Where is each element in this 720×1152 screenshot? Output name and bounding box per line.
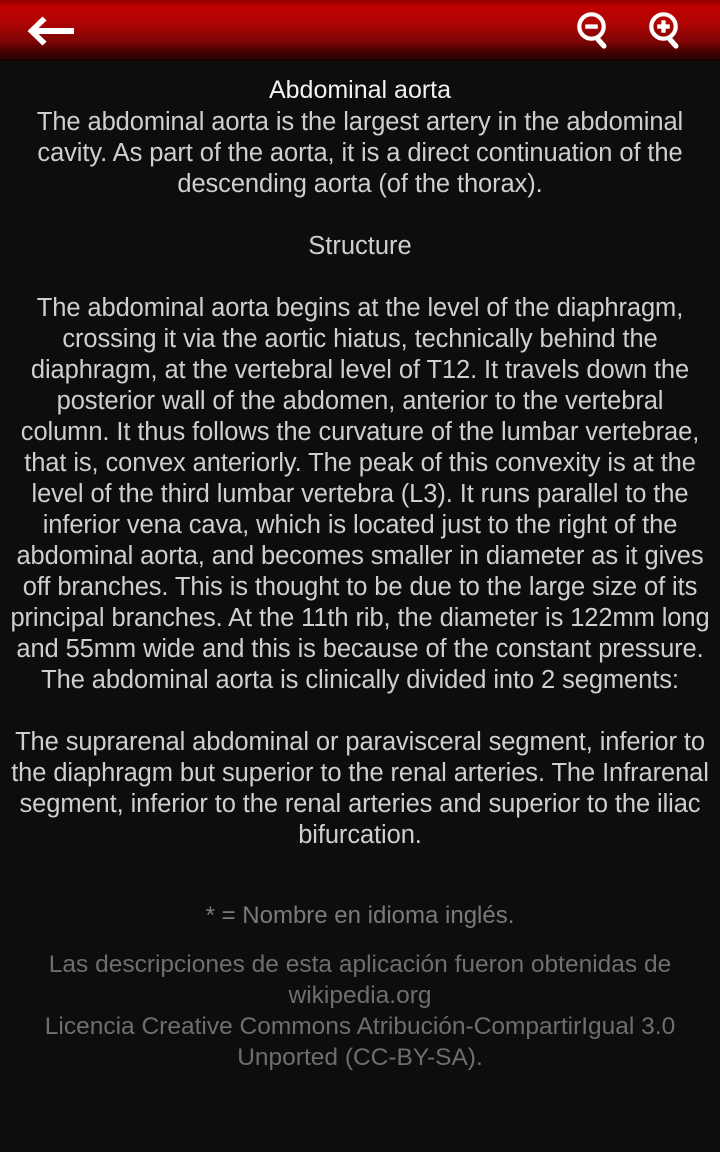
paragraph-gap [10,851,710,882]
action-bar [0,0,720,61]
attribution-text: Las descripciones de esta aplicación fueron obtenidas de wikipedia.org [48,951,672,1009]
article-segments-paragraph: The suprarenal abdominal or paravisceral segment, inferior to the diaphragm but superior to the renal arteries. The Infrarenal segment, inferior to the renal arteries and superior to the iliac bifurcation. [11,728,709,849]
magnifier-minus-icon [574,10,616,52]
article-intro-paragraph: The abdominal aorta is the largest artery in the abdominal cavity. As part of the aorta, it is a direct continuation of the descending aorta (of the thorax). [36,108,684,198]
bottom-padding [0,1128,720,1152]
zoom-out-button[interactable] [572,6,618,56]
back-button[interactable] [20,6,82,56]
arrow-left-icon [24,14,78,48]
section-heading-structure: Structure [308,232,412,260]
license-text: Licencia Creative Commons Atribución-CompartirIgual 3.0 Unported (CC-BY-SA). [44,1013,676,1071]
paragraph-gap [10,931,710,949]
article-structure-paragraph: The abdominal aorta begins at the level of the diaphragm, crossing it via the aortic hiatus, technically behind the diaphragm, at the vertebral level of T12. It travels down the posterior wall of the abdomen, anterior to the vertebral column. It thus follows the curvature of the lumbar vertebrae, that is, convex anteriorly. The peak of this convexity is at the level of the third lumbar vertebra (L3). It runs parallel to the inferior vena cava, which is located just to the right of the abdominal aorta, and becomes smaller in diameter as it gives off branches. This is thought to be due to the large size of its principal branches. At the 11th rib, the diameter is 122mm long and 55mm wide and this is because of the constant pressure. The abdominal aorta is clinically divided into 2 segments: [10,294,710,694]
article-scroll-area[interactable] [0,61,720,1128]
action-bar-right [572,6,706,56]
footnote-text: * = Nombre en idioma inglés. [205,902,515,929]
page-title: Abdominal aorta [268,76,452,104]
paragraph-gap [10,882,710,900]
zoom-in-button[interactable] [644,6,690,56]
paragraph-gap [10,200,710,231]
action-bar-left [20,6,82,56]
paragraph-gap [10,262,710,293]
magnifier-plus-icon [646,10,688,52]
paragraph-gap [10,696,710,727]
